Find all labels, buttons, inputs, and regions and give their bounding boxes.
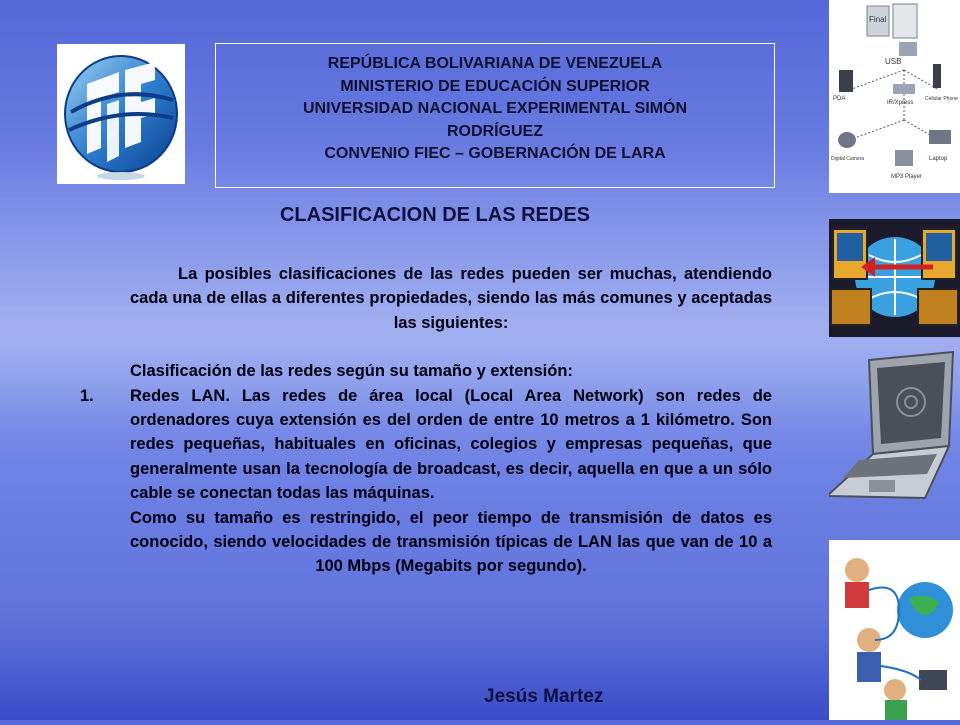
slide-title: CLASIFICACION DE LAS REDES <box>279 204 591 226</box>
side-label-camera: Digital Camera <box>831 156 865 162</box>
university-logo <box>57 44 185 184</box>
author-name: Jesús Martez <box>484 686 604 707</box>
laptop-image <box>829 350 960 530</box>
side-label-mp3: MP3 Player <box>891 174 923 180</box>
header-line-university: UNIVERSIDAD NACIONAL EXPERIMENTAL SIMÓN <box>302 100 688 117</box>
network-devices-diagram-icon <box>829 0 960 193</box>
institution-header <box>215 43 775 188</box>
laptop-icon <box>829 350 960 530</box>
network-devices-image <box>829 0 960 193</box>
side-label-usb: USB <box>885 57 902 66</box>
list-item-number: 1. <box>80 386 94 405</box>
side-label-final: Final <box>869 15 887 24</box>
side-label-irxpress: IR/Xpress <box>887 100 914 106</box>
subheading: Clasificación de las redes según su tamaño y extensión: <box>130 362 573 381</box>
computers-exchange-image <box>829 219 960 337</box>
network-people-globe-icon <box>829 540 960 720</box>
list-item-continuation: Como su tamaño es restringido, el peor tiempo de transmisión de datos es conocido, siendo velocidades de transmisión típicas de LAN las que van de 10 a 100 Mbps (Megabits por segundo). <box>130 508 772 576</box>
side-label-pda: PDA <box>833 96 846 102</box>
list-item-text: Redes LAN. Las redes de área local (Local Area Network) son redes de ordenadores cuya extensión es del orden de entre 10 metros a 1 kilómetro. Son redes pequeñas, habituales en oficinas, colegios y empresas pequeñas, que generalmente usan la tecnología de broadcast, es decir, aquella en que a un sólo cable se conectan todas las máquinas. <box>130 386 772 503</box>
header-line-ministry: MINISTERIO DE EDUCACIÓN SUPERIOR <box>340 77 650 95</box>
header-line-agreement: CONVENIO FIEC – GOBERNACIÓN DE LARA <box>324 145 666 162</box>
side-label-laptop: Laptop <box>929 156 948 162</box>
network-people-image <box>829 540 960 720</box>
computers-exchange-globe-icon <box>829 219 960 337</box>
side-label-cellular: Cellular Phone <box>925 96 958 102</box>
header-line-republic: REPÚBLICA BOLIVARIANA DE VENEZUELA <box>327 55 663 72</box>
list-item <box>80 384 772 579</box>
intro-paragraph: La posibles clasificaciones de las redes pueden ser muchas, atendiendo cada una de ellas a diferentes propiedades, siendo las más comunes y aceptadas las siguientes: <box>130 265 772 332</box>
body-text <box>80 262 772 579</box>
university-logo-icon <box>57 44 185 184</box>
paragraph-gap <box>130 335 772 359</box>
header-line-university-cont: RODRÍGUEZ <box>447 122 543 140</box>
